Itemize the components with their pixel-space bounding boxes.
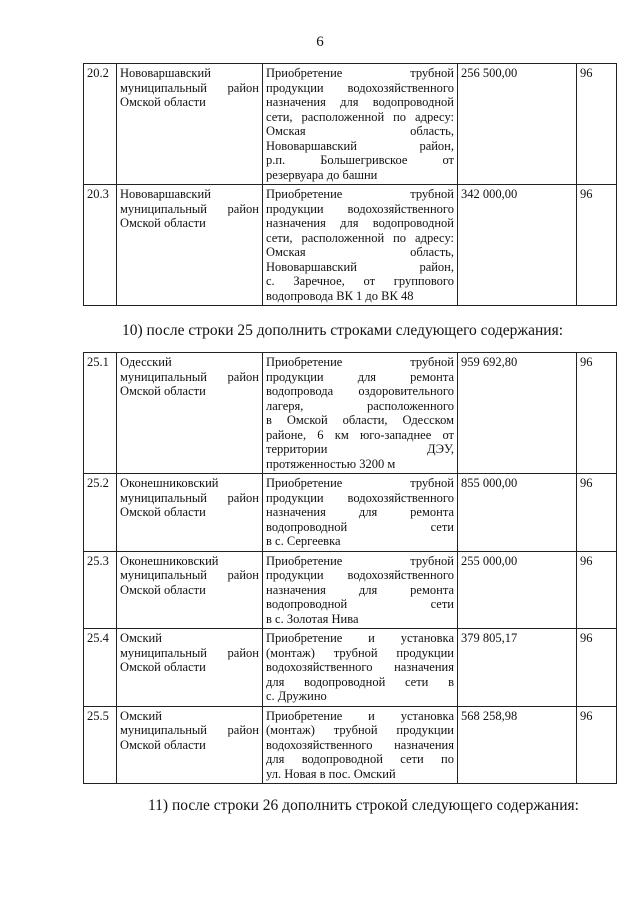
organization-line: Омский	[120, 631, 162, 645]
organization-line: муниципальный район	[120, 201, 259, 216]
organization-line: Омской области	[120, 737, 206, 752]
description-line: в с. Сергеевка	[266, 534, 341, 548]
description-line: территории ДЭУ,	[266, 442, 454, 456]
description-line: назначения для ремонта	[266, 582, 454, 597]
organization-cell	[117, 185, 263, 306]
organization-cell	[117, 706, 263, 784]
percent-cell: 96	[577, 185, 617, 306]
organization-line: Оконешниковский	[120, 476, 219, 490]
organization-line: Одесский	[120, 355, 172, 369]
organization-line: муниципальный район	[120, 80, 259, 95]
organization-cell	[117, 629, 263, 707]
row-number-cell: 25.3	[84, 551, 117, 629]
organization-line: Омской области	[120, 384, 206, 398]
organization-cell	[117, 474, 263, 552]
description-line: сети, расположенной по адресу:	[266, 109, 454, 124]
percent-cell: 96	[577, 551, 617, 629]
table-row	[84, 474, 617, 552]
amount-cell: 255 000,00	[458, 551, 577, 629]
description-line: водохозяйственного назначения	[266, 737, 454, 752]
organization-line: муниципальный район	[120, 568, 259, 582]
organization-line: Омской области	[120, 582, 206, 597]
amount-cell: 379 805,17	[458, 629, 577, 707]
description-cell	[263, 64, 458, 185]
description-line: назначения для ремонта	[266, 505, 454, 519]
description-line: в Омской области, Одесском	[266, 413, 454, 427]
description-line: Омская область,	[266, 124, 454, 138]
description-line: продукции для ремонта	[266, 369, 454, 384]
description-line: районе, 6 км юго-западнее от	[266, 427, 454, 442]
organization-line: Омской области	[120, 660, 206, 674]
amount-cell: 256 500,00	[458, 64, 577, 185]
table-row	[84, 64, 617, 185]
description-line: продукции водохозяйственного	[266, 201, 454, 216]
organization-line: муниципальный район	[120, 723, 259, 737]
table-bottom-body	[84, 353, 617, 784]
amount-cell: 855 000,00	[458, 474, 577, 552]
description-line: Приобретение трубной	[266, 355, 454, 369]
description-cell	[263, 474, 458, 552]
description-line: водопроводной сети	[266, 597, 454, 611]
description-line: продукции водохозяйственного	[266, 490, 454, 505]
percent-cell: 96	[577, 706, 617, 784]
description-line: Нововаршавский район,	[266, 259, 454, 274]
table-row	[84, 629, 617, 707]
description-line: Приобретение и установка	[266, 631, 454, 645]
description-line: ул. Новая в пос. Омский	[266, 766, 396, 781]
percent-cell: 96	[577, 353, 617, 474]
description-line: Нововаршавский район,	[266, 138, 454, 153]
table-top-body	[84, 64, 617, 306]
amount-cell: 959 692,80	[458, 353, 577, 474]
description-line: продукции водохозяйственного	[266, 80, 454, 95]
table-bottom	[83, 352, 617, 784]
organization-line: Омской области	[120, 95, 206, 109]
description-line: Приобретение трубной	[266, 187, 454, 201]
table-row	[84, 706, 617, 784]
organization-cell	[117, 353, 263, 474]
percent-cell: 96	[577, 64, 617, 185]
organization-cell	[117, 551, 263, 629]
organization-line: муниципальный район	[120, 490, 259, 505]
organization-line: Оконешниковский	[120, 553, 219, 568]
description-line: для водопроводной сети в	[266, 674, 454, 689]
percent-cell: 96	[577, 629, 617, 707]
description-line: водопроводной сети	[266, 519, 454, 534]
row-number-cell: 25.1	[84, 353, 117, 474]
amount-cell: 342 000,00	[458, 185, 577, 306]
description-line: Приобретение трубной	[266, 476, 454, 490]
description-line: Приобретение и установка	[266, 708, 454, 723]
page-number: 6	[316, 34, 324, 50]
organization-line: Омской области	[120, 505, 206, 519]
table-row	[84, 185, 617, 306]
description-line: лагеря, расположенного	[266, 398, 454, 413]
description-line: в с. Золотая Нива	[266, 611, 359, 626]
organization-line: Нововаршавский	[120, 187, 211, 201]
paragraph-11: 11) после строки 26 дополнить строкой следующего содержания:	[148, 797, 579, 814]
description-cell	[263, 185, 458, 306]
description-line: назначения для водопроводной	[266, 216, 454, 230]
table-row	[84, 353, 617, 474]
description-line: с. Заречное, от группового	[266, 274, 454, 288]
organization-cell	[117, 64, 263, 185]
row-number-cell: 25.4	[84, 629, 117, 707]
organization-line: муниципальный район	[120, 645, 259, 660]
description-line: водопровода ВК 1 до ВК 48	[266, 288, 414, 303]
description-line: (монтаж) трубной продукции	[266, 723, 454, 737]
percent-cell: 96	[577, 474, 617, 552]
description-line: сети, расположенной по адресу:	[266, 230, 454, 245]
organization-line: Омский	[120, 708, 162, 723]
row-number-cell: 25.5	[84, 706, 117, 784]
row-number-cell: 20.2	[84, 64, 117, 185]
description-line: продукции водохозяйственного	[266, 568, 454, 582]
description-line: р.п. Большегривское от	[266, 153, 454, 167]
row-number-cell: 20.3	[84, 185, 117, 306]
description-line: (монтаж) трубной продукции	[266, 645, 454, 660]
description-line: водохозяйственного назначения	[266, 660, 454, 674]
table-top	[83, 63, 617, 306]
paragraph-10: 10) после строки 25 дополнить строками следующего содержания:	[122, 322, 564, 339]
description-line: с. Дружино	[266, 689, 327, 703]
description-cell	[263, 353, 458, 474]
description-line: Приобретение трубной	[266, 66, 454, 80]
organization-line: муниципальный район	[120, 369, 259, 384]
row-number-cell: 25.2	[84, 474, 117, 552]
table-row	[84, 551, 617, 629]
description-cell	[263, 706, 458, 784]
organization-line: Нововаршавский	[120, 66, 211, 80]
description-cell	[263, 629, 458, 707]
description-line: резервуара до башни	[266, 167, 378, 182]
description-line: протяженностью 3200 м	[266, 456, 396, 471]
amount-cell: 568 258,98	[458, 706, 577, 784]
description-line: Омская область,	[266, 245, 454, 259]
description-line: назначения для водопроводной	[266, 95, 454, 109]
organization-line: Омской области	[120, 216, 206, 230]
description-line: Приобретение трубной	[266, 553, 454, 568]
description-cell	[263, 551, 458, 629]
description-line: водопровода оздоровительного	[266, 384, 454, 398]
description-line: для водопроводной сети по	[266, 752, 454, 766]
